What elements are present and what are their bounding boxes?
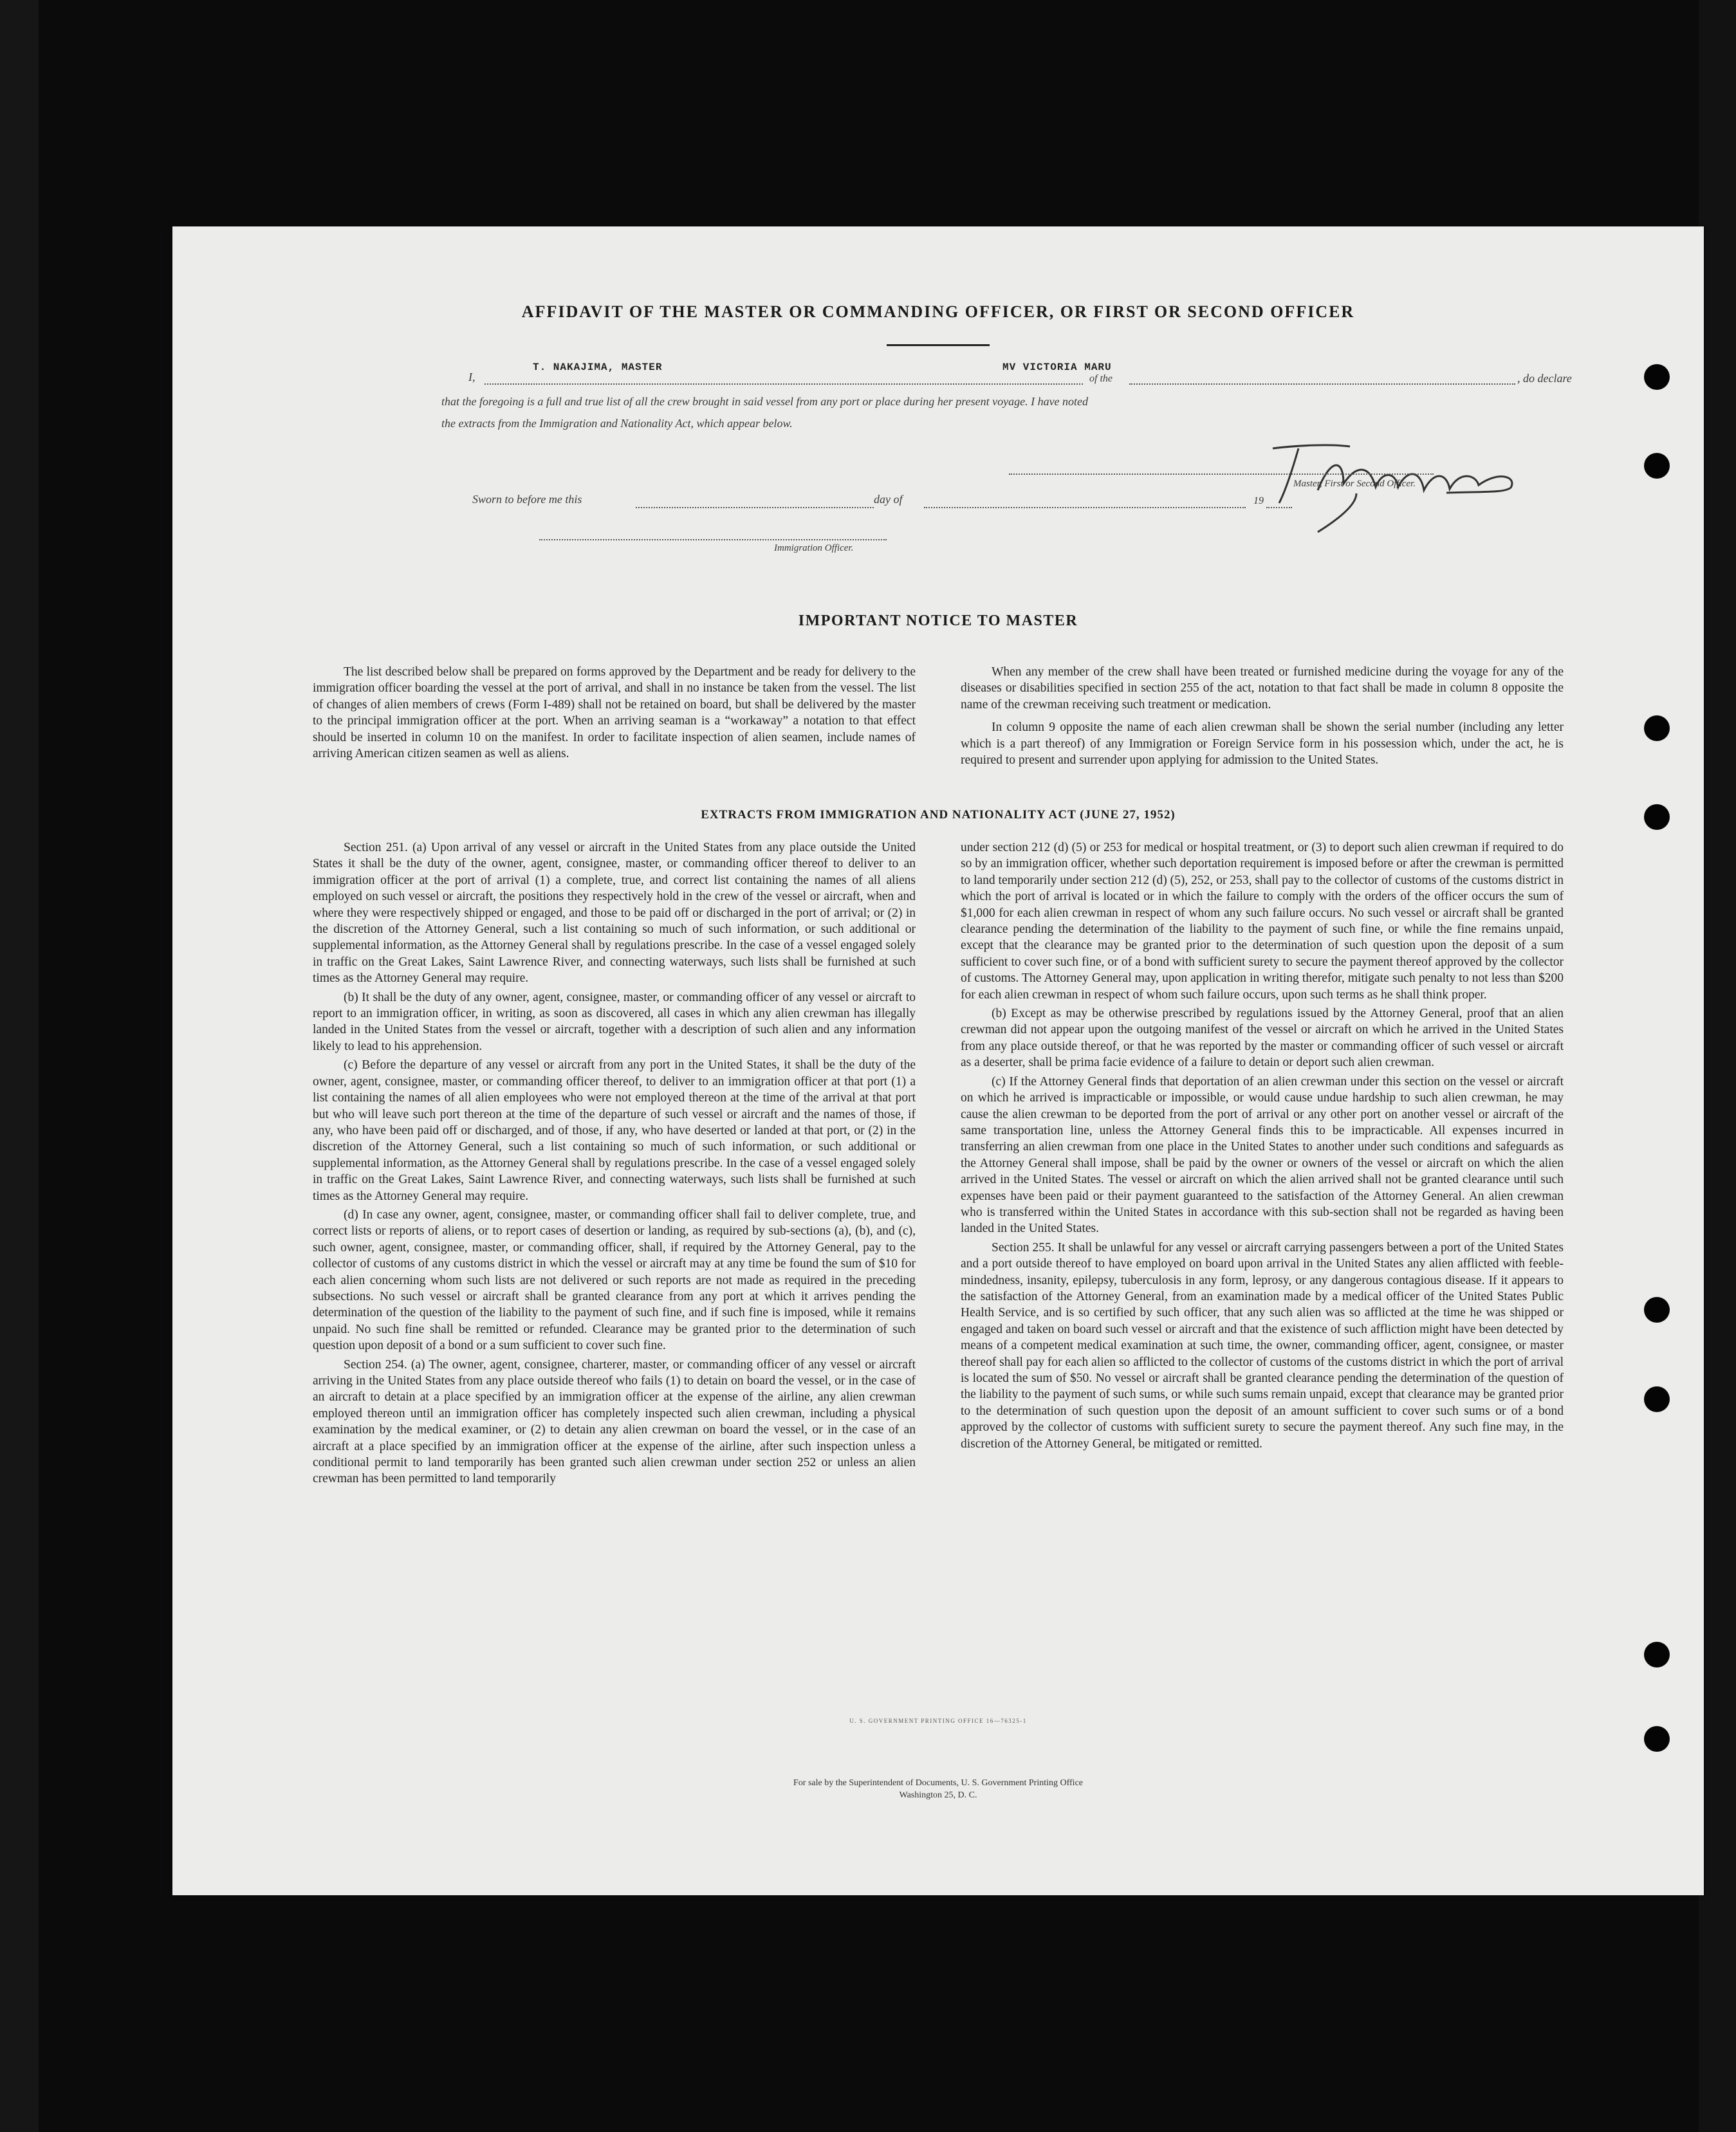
section-251-c: (c) Before the departure of any vessel or aircraft from any port in the United States, it shall be the duty of the owner, agent, consignee, master, or commanding officer thereof, to deliver to an immigration officer at that port (1) a list containing the names of all alien employees who were not employed thereon at the time of the arrival at that port but who will leave such port thereon at the time of the departure of such vessel or aircraft and the names of those, if any, who have been paid off or discharged, and of those, if any, who have deserted or landed at that port, or (2) in the discretion of the Attorney General, such a list containing so much of such information, or such additional or supplemental information, as the Attorney General shall by regulations prescribe. In the case of a vessel engaged solely in traffic on the Great Lakes, Saint Lawrence River, and connecting waterways, such lists shall be furnished at such times as the Attorney General may require. xyxy=(313,1058,916,1203)
immigration-officer-line xyxy=(539,539,887,540)
section-251-d: (d) In case any owner, agent, consignee, master, or commanding officer shall fail to deliver complete, true, and correct lists or reports of aliens, or to report cases of desertion or landing, as required by sub-sections (a), (b), and (c), such owner, agent, consignee, master, or commanding officer, shall, if required by the Attorney General, pay to the collector of customs of any customs district in which the vessel or aircraft may at any time be found the sum of $10 for each alien concerning whom such lists are not delivered or such reports are not made as required in the preceding subsections. No such vessel or aircraft shall be granted clearance from any port at which it arrives pending the determination of the question of the liability to the payment of such fine, and if such fine is imposed, while it remains unpaid. No such fine shall be remitted or refunded. Clearance may be granted prior to the determination of such question upon deposit of a bond or a sum sufficient to cover such fine. xyxy=(313,1208,916,1353)
section-254-a-continued: under section 212 (d) (5) or 253 for medical or hospital treatment, or (3) to deport such alien crewman if required to do so by an immigration officer, whether such deportation requirement is imposed before or after the crewman is permitted to land temporarily under section 212 (d) (5), 252, or 253, shall pay to the collector of customs of the customs district in which the port of arrival is located or in which the failure to comply with the orders of the officer occurs the sum of $1,000 for each alien crewman in respect of whom any such failure occurs. No such vessel or aircraft shall be granted clearance pending the determination of the liability to the payment of such fine, or while the fine remains unpaid, except that the clearance may be granted prior to the determination of such question upon the deposit of a sum sufficient to cover such fine, or of a bond with sufficient surety to secure the payment thereof approved by the collector of customs. The Attorney General may, upon application in writing therefor, mitigate such penalty to not less than $200 for each alien crewman in respect of whom such failure occurs, upon such terms as he shall think proper. xyxy=(961,841,1564,1002)
section-254-c: (c) If the Attorney General finds that deportation of an alien crewman under this section on the vessel or aircraft on which he arrived is impracticable or impossible, or would cause undue hardship to such alien crewman, he may cause the alien crewman to be deported from the port of arrival or any other port on another vessel or aircraft of the same transportation line, unless the Attorney General finds this to be impracticable. All expenses incurred in transferring an alien crewman from one place in the United States to another under such conditions and safeguards as the Attorney General shall impose, shall be paid by the owner or owners of the vessel or aircraft on which the alien arrived in the United States. The vessel or aircraft on which the alien arrived shall not be granted clearance until such expenses have been paid or their payment guaranteed to the satisfaction of the Attorney General. An alien crewman who is transferred within the United States in accordance with this sub-section shall not be regarded as having been landed in the United States. xyxy=(961,1074,1564,1236)
section-251-b: (b) It shall be the duty of any owner, agent, consignee, master, or commanding officer of any vessel or aircraft to report to an immigration officer, in writing, as soon as discovered, all cases in which any alien crewman has illegally landed in the United States from the vessel or aircraft, together with a description of such alien and any information likely to lead to his apprehension. xyxy=(313,990,916,1053)
signature-caption: Master, First or Second Officer. xyxy=(1293,479,1416,489)
master-name-field: T. NAKAJIMA, MASTER xyxy=(533,362,663,373)
do-declare-label: , do declare xyxy=(1517,372,1572,385)
scan-border-right xyxy=(1699,0,1736,2132)
notice-title: IMPORTANT NOTICE TO MASTER xyxy=(798,612,1078,629)
sworn-month-line xyxy=(924,507,1246,508)
binder-hole-3 xyxy=(1644,715,1670,741)
section-254-a: Section 254. (a) The owner, agent, consignee, charterer, master, or commanding officer of any vessel or aircraft arriving in the United States from any place outside thereof who fails (1) to detain on board the vessel, or in the case of an aircraft to detain at a place specified by an immigration officer at the expense of the airline, any alien crewman employed thereon until an immigration officer has completely inspected such alien crewman, including a physical examination by the medical examiner, or (2) to detain any alien crewman on board the vessel, or in the case of an aircraft at a place specified by an immigration officer at the expense of the airline, after such inspection unless a conditional permit to land temporarily has been granted such alien crewman under section 252 or unless an alien crewman has been permitted to land temporarily xyxy=(313,1357,916,1486)
notice-left-column xyxy=(313,664,916,762)
section-255: Section 255. It shall be unlawful for any vessel or aircraft carrying passengers between a port of the United States and a port outside thereof to have employed on board upon arrival in the United States any alien afflicted with feeble-mindedness, insanity, epilepsy, tuberculosis in any form, leprosy, or any dangerous contagious disease. If it appears to the satisfaction of the Attorney General, from an examination made by a medical officer of the United States Public Health Service, and is so certified by such officer, that any such alien was so afflicted at the time he was shipped or engaged and taken on board such vessel or aircraft and that the existence of such affliction might have been detected by means of a competent medical examination at such time, the owner, commanding officer, agent, consignee, or master thereof shall pay for each alien so afflicted to the collector of customs of the customs district in which the port of arrival is located the sum of $50. No vessel or aircraft shall be granted clearance pending the determination of the question of the liability to the payment of such sums, or while such sums remain unpaid, except that clearance may be granted prior to the determination of such question upon the deposit of an amount sufficient to cover such sums or of a bond approved by the collector of customs with sufficient surety to secure the payment thereof. Any such fine may, in the discretion of the Attorney General, be mitigated or remitted. xyxy=(961,1240,1564,1451)
sale-line-1: For sale by the Superintendent of Documents, U. S. Government Printing Office xyxy=(793,1778,1083,1788)
binder-hole-8 xyxy=(1644,1726,1670,1752)
extracts-left-column xyxy=(313,840,916,1487)
master-signature xyxy=(996,432,1575,535)
section-251-a: Section 251. (a) Upon arrival of any vessel or aircraft in the United States from any place outside the United States it shall be the duty of the owner, agent, consignee, master, or commanding officer thereof to deliver to an immigration officer at the port of arrival (1) a complete, true, and correct list containing the names of all aliens employed on such vessel or aircraft, the positions they respectively hold in the crew of the vessel or aircraft, when and where they were respectively shipped or engaged, and those to be paid off or discharged in the port of arrival; or (2) in the discretion of the Attorney General, such a list containing so much of such information, or such additional or supplemental information, as the Attorney General shall by regulations prescribe. In the case of a vessel engaged solely in traffic on the Great Lakes, Saint Lawrence River, and connecting waterways, such lists shall be furnished at such times as the Attorney General may require. xyxy=(313,841,916,986)
sworn-label: Sworn to before me this xyxy=(472,493,582,506)
binder-hole-5 xyxy=(1644,1297,1670,1323)
gpo-imprint: U. S. GOVERNMENT PRINTING OFFICE 16—76325-1 xyxy=(849,1718,1027,1724)
day-of-label: day of xyxy=(874,493,903,506)
title-divider xyxy=(887,344,990,346)
vessel-field-line xyxy=(1129,383,1515,385)
immigration-officer-caption: Immigration Officer. xyxy=(774,543,854,553)
sworn-year-line xyxy=(1266,507,1292,508)
affidavit-title: AFFIDAVIT OF THE MASTER OR COMMANDING OFFICER, OR FIRST OR SECOND OFFICER xyxy=(521,302,1355,321)
prefix-i: I, xyxy=(468,371,476,383)
name-field-line xyxy=(485,383,1083,385)
extracts-title: EXTRACTS FROM IMMIGRATION AND NATIONALITY ACT (JUNE 27, 1952) xyxy=(701,808,1176,822)
binder-hole-7 xyxy=(1644,1642,1670,1668)
sale-line-2: Washington 25, D. C. xyxy=(899,1790,977,1800)
binder-hole-4 xyxy=(1644,804,1670,830)
document-page xyxy=(172,226,1704,1895)
year-prefix: 19 xyxy=(1253,495,1264,506)
sworn-day-line xyxy=(636,507,874,508)
of-the-label: of the xyxy=(1089,373,1113,384)
declaration-line-3: the extracts from the Immigration and Nationality Act, which appear below. xyxy=(441,417,793,430)
extracts-right-column xyxy=(961,840,1564,1452)
binder-hole-2 xyxy=(1644,453,1670,479)
notice-right-column xyxy=(961,664,1564,768)
notice-left-paragraph: The list described below shall be prepared on forms approved by the Department and be ready for delivery to the immigration officer boarding the vessel at the port of arrival, and shall in no instance be taken from the vessel. The list of changes of alien members of crews (Form I-489) shall not be retained on board, but shall be delivered by the master to the principal immigration officer at the port. When an arriving seaman is a “workaway” a notation to that effect should be inserted in column 10 on the manifest. In order to facilitate inspection of alien seamen, include names of arriving American citizen seamen as well as aliens. xyxy=(313,665,916,761)
vessel-name-field: MV VICTORIA MARU xyxy=(1002,362,1112,373)
notice-right-paragraph-2: In column 9 opposite the name of each alien crewman shall be shown the serial number (including any letter which is a part thereof) of any Immigration or Foreign Service form in his possession which, under the act, he is required to present and surrender upon applying for admission to the United States. xyxy=(961,721,1564,767)
binder-hole-6 xyxy=(1644,1386,1670,1412)
sale-notice xyxy=(172,1777,1704,1801)
signature-line xyxy=(1009,473,1434,475)
binder-hole-1 xyxy=(1644,364,1670,390)
section-254-b: (b) Except as may be otherwise prescribed by regulations issued by the Attorney General, proof that an alien crewman did not appear upon the outgoing manifest of the vessel or aircraft on which he arrived in the United States from any place outside thereof, or that he was reported by the master or commanding officer of such vessel or aircraft as a deserter, shall be prima facie evidence of a failure to detain or deport such alien crewman. xyxy=(961,1007,1564,1070)
notice-right-paragraph-1: When any member of the crew shall have been treated or furnished medicine during the voyage for any of the diseases or disabilities specified in section 255 of the act, notation to that fact shall be made in column 8 opposite the name of the crewman receiving such treatment or medication. xyxy=(961,665,1564,712)
declaration-line-2: that the foregoing is a full and true list of all the crew brought in said vessel from any port or place during her present voyage. I have noted xyxy=(441,395,1089,408)
scan-border-left xyxy=(0,0,39,2132)
